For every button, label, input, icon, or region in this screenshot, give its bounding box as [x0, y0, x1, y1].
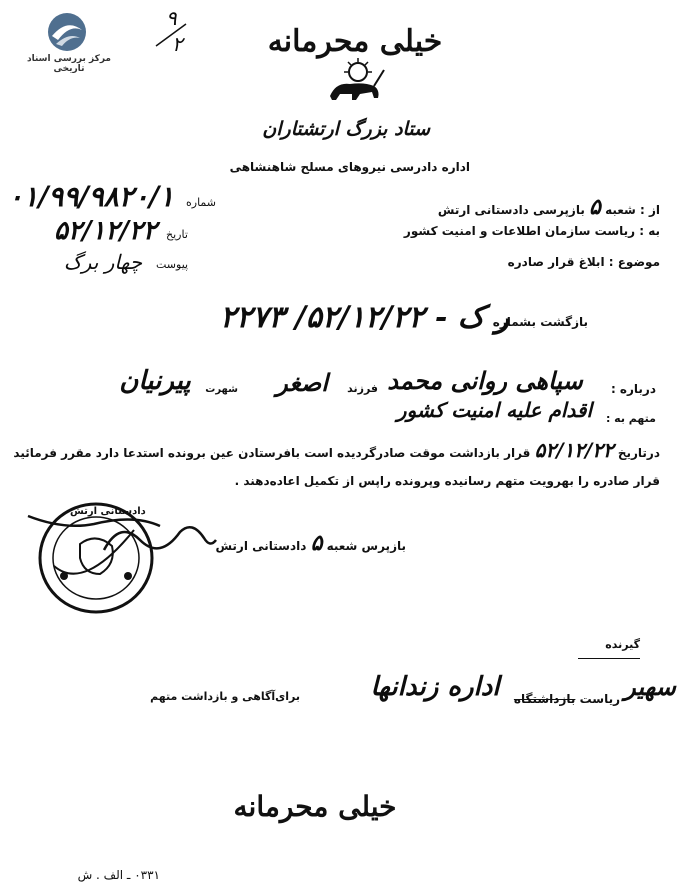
signature-suffix: دادستانی ارتش: [215, 539, 307, 553]
signature-label: بازپرس شعبه: [326, 539, 406, 553]
branch-number-handwritten: ۵: [589, 194, 601, 220]
organization-name: ستاد بزرگ ارتشتاران: [262, 118, 430, 140]
accused-label: متهم به :: [605, 412, 656, 425]
signature-branch-number: ۵: [310, 530, 323, 556]
recipients-handwritten: اداره زندانها: [370, 672, 500, 702]
subject-text: ابلاغ قرار صادره: [507, 255, 605, 269]
archive-logo: [14, 10, 124, 74]
subject-line: [420, 255, 660, 269]
body-date-prefix: درتاریخ: [617, 446, 660, 460]
to-line: [390, 224, 660, 238]
charge-handwritten: اقدام علیه امنیت کشور: [396, 398, 592, 422]
seal-text: دادستانی ارتش: [70, 506, 146, 517]
number-label: شماره: [186, 196, 217, 209]
date-label: تاریخ: [166, 228, 188, 241]
page-number-top: ۹: [166, 6, 177, 30]
classification-top: خیلی محرمانه: [267, 24, 443, 59]
body-line-1-text: قرار بازداشت موقت صادرگردیده است بافرستادن عین برونده استدعا دارد مقرر فرمائید: [13, 446, 531, 460]
recipients-label: گیرنده: [605, 638, 640, 651]
from-line: [400, 194, 660, 220]
recipients-sign-handwritten: سهیر: [624, 672, 676, 701]
number-value-handwritten: ۰۱/۹۹/۹۸۲۰/۱: [8, 180, 175, 213]
subject-label: موضوع :: [608, 255, 660, 269]
attachment-label: پیوست: [156, 258, 189, 271]
date-value-handwritten: ۵۲/۱۲/۲۲: [54, 216, 157, 246]
branch-prefix: شعبه: [605, 203, 636, 217]
from-label: از :: [640, 203, 660, 217]
recipients-label-underline: [578, 658, 640, 659]
department-name: اداره دادرسی نیروهای مسلح شاهنشاهی: [229, 160, 470, 174]
to-label: به :: [639, 224, 660, 238]
archive-logo-icon: [42, 10, 92, 54]
father-name-handwritten: اصغر: [276, 368, 328, 397]
person-name-handwritten: سپاهی روانی محمد: [387, 366, 583, 395]
page-fraction-line: [150, 20, 190, 50]
reference-label: بازگشت بشماره: [492, 315, 588, 329]
to-text: ریاست سازمان اطلاعات و امنیت کشور: [403, 224, 636, 238]
signature-line: [196, 530, 406, 556]
body-line-2: قرار صادره را بهرویت متهم رسانیده وپرونده راپس از تکمیل اعاده‌دهند .: [234, 474, 660, 488]
body-line-1: [13, 438, 660, 462]
lion-and-sun-emblem-icon: [320, 56, 390, 106]
child-of-label: فرزند: [347, 382, 378, 395]
body-date-handwritten: ۵۲/۱۲/۲۲: [534, 438, 614, 462]
about-label: درباره :: [610, 382, 656, 396]
surname-label: شهرت: [205, 384, 238, 395]
recipients-prefix: ریاست: [579, 692, 620, 706]
recipients-struck: بازداشتگاه: [513, 692, 576, 706]
form-code: ۰۳۳۱ ـ الف . ش: [77, 868, 160, 882]
surname-handwritten: پیرنیان: [119, 366, 191, 396]
page-number-bottom: ۲: [172, 32, 183, 56]
classification-bottom: خیلی محرمانه: [233, 790, 397, 823]
attachment-value-handwritten: چهار برگ: [63, 250, 143, 274]
recipients-line: [513, 692, 620, 706]
reference-value-handwritten: ۲۲۷۳ /ر ک - ۵۲/۱۲/۲۲: [220, 300, 510, 335]
from-text: بازپرسی دادستانی ارتش: [437, 203, 585, 217]
archive-logo-caption: مرکز بررسی اسناد تاریخی: [27, 54, 111, 74]
recipients-purpose: برای‌آگاهی و بازداشت متهم: [150, 690, 300, 703]
